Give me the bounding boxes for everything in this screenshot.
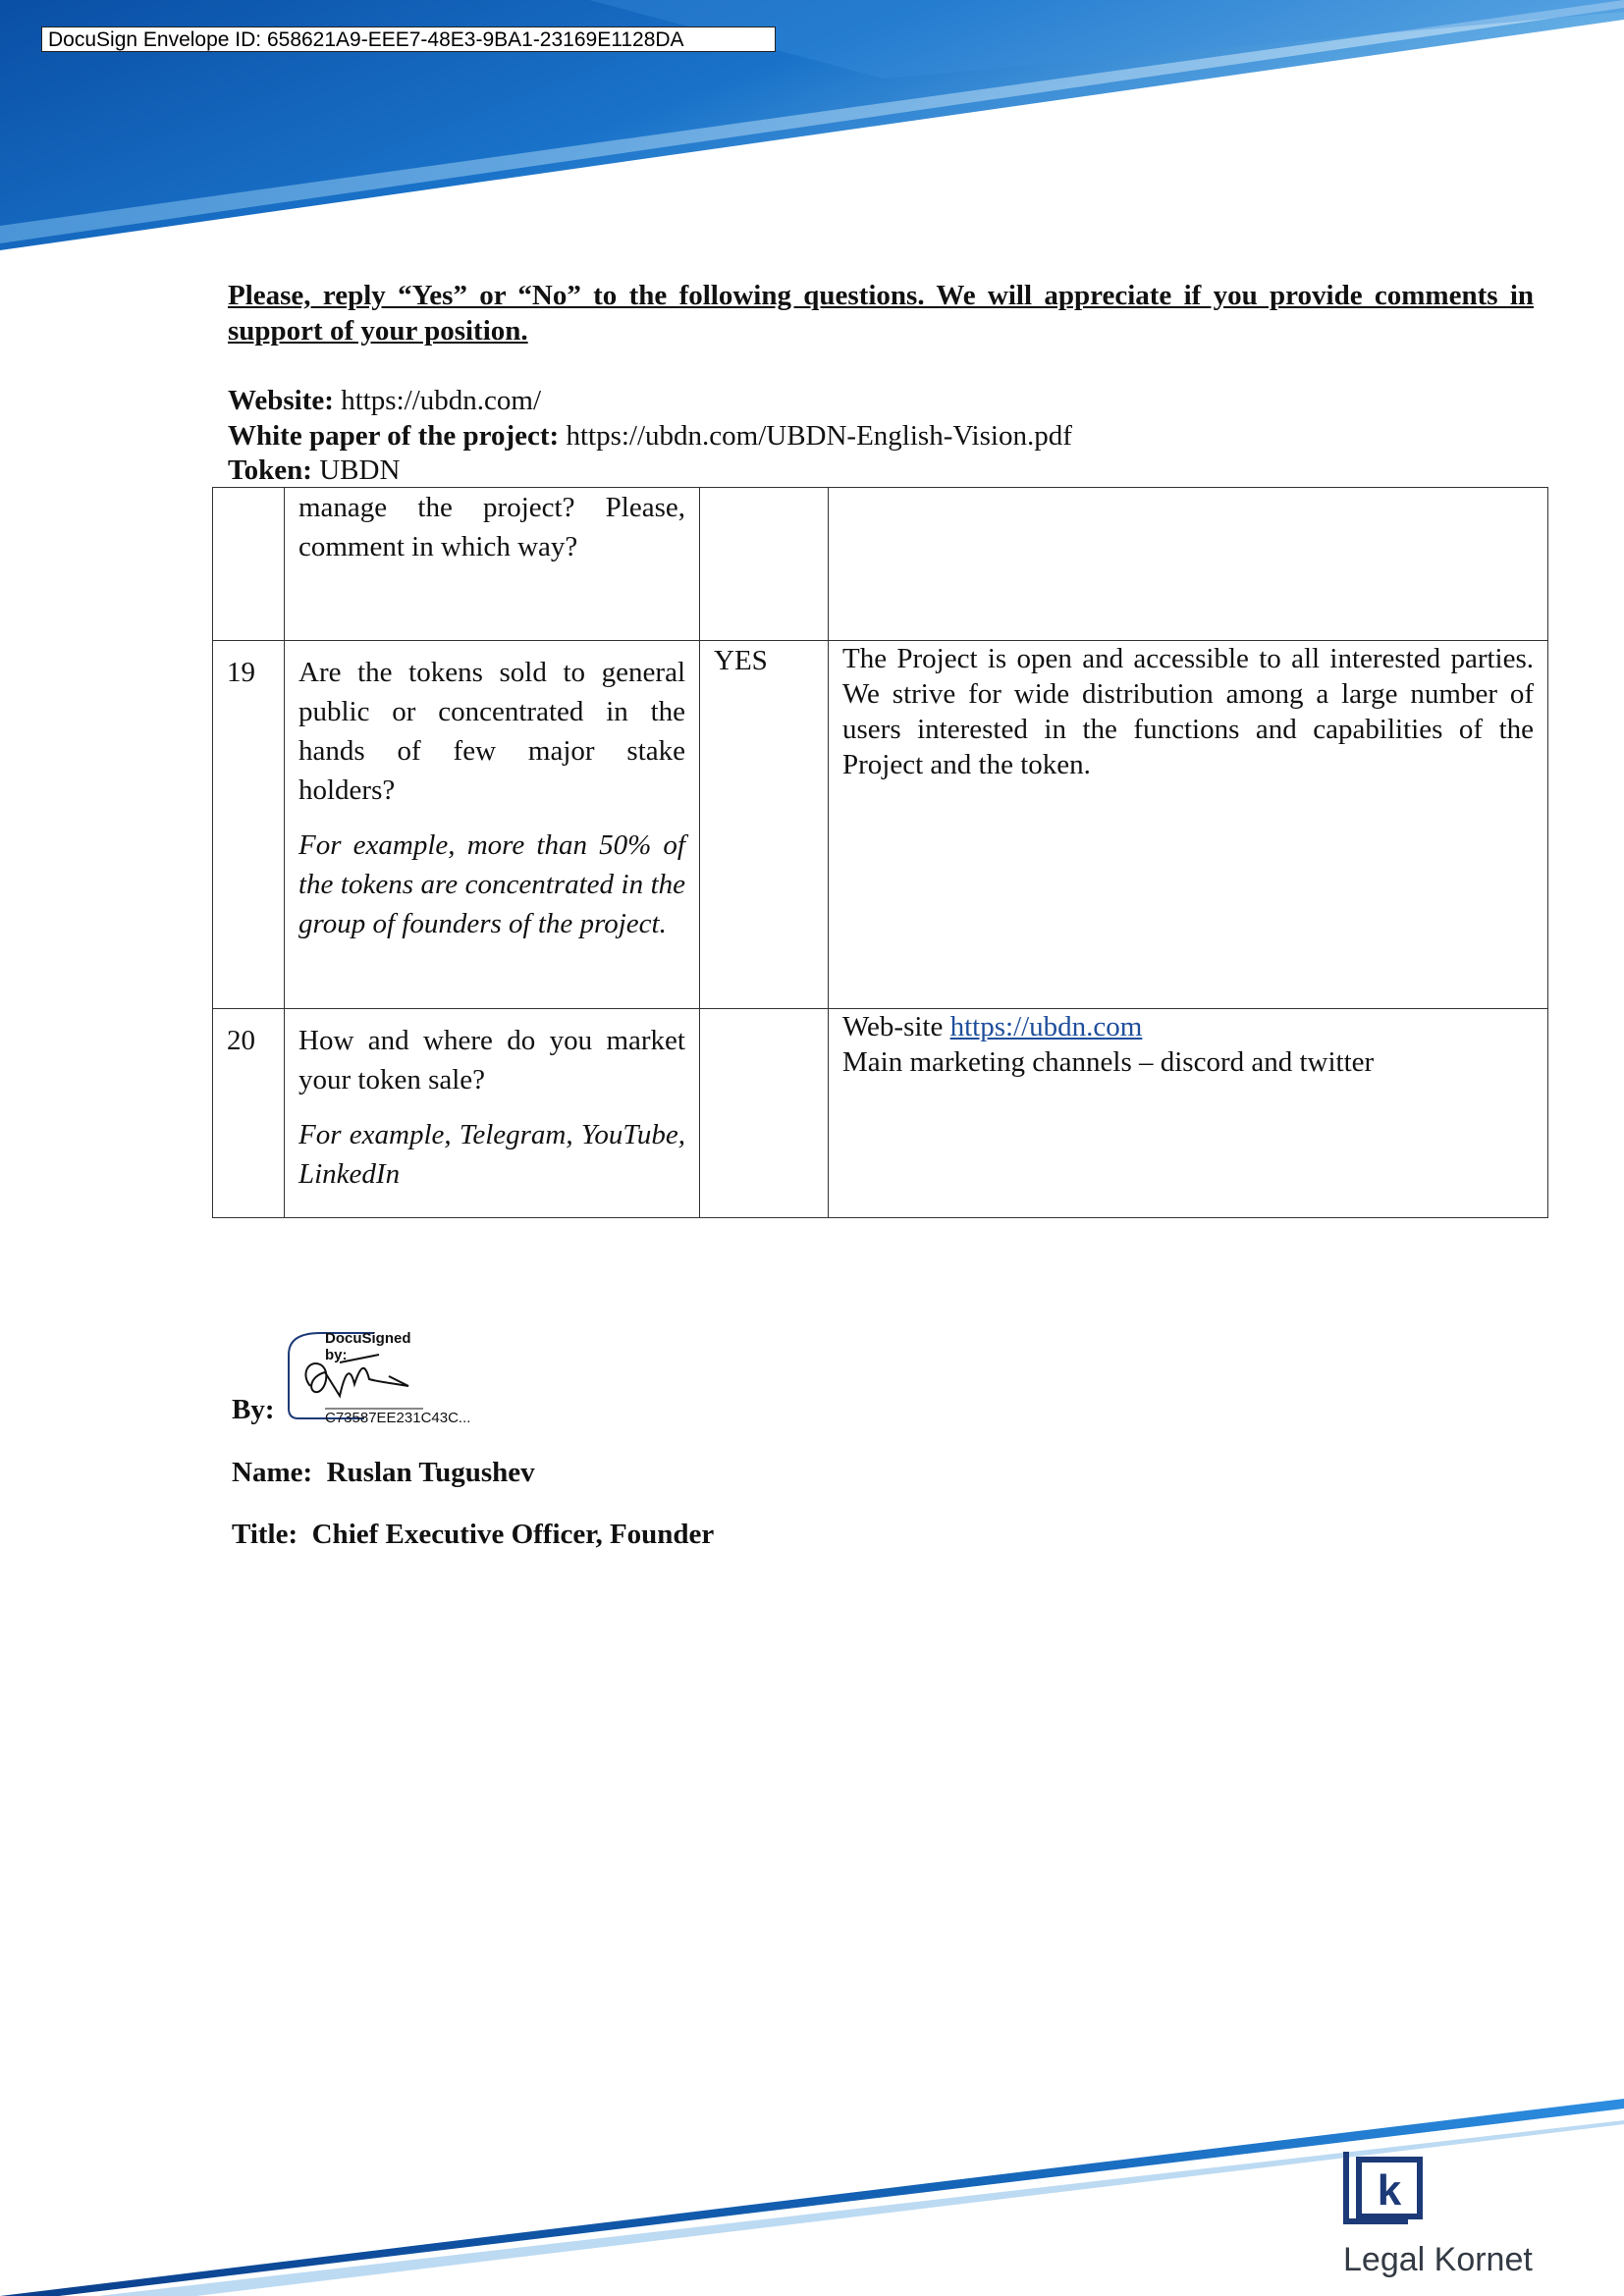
table-row: [213, 641, 1548, 1009]
table-row: [213, 488, 1548, 641]
comment-cell: [829, 1009, 1548, 1218]
question-text: How and where do you market your token sale?: [298, 1025, 685, 1095]
website-label: Website:: [228, 385, 334, 416]
comment-cell: The Project is open and accessible to all interested parties. We strive for wide distribution among a large number of users interested in the functions and capabilities of the Project and the token.: [829, 641, 1548, 1009]
by-label: By:: [232, 1394, 275, 1425]
table-row: [213, 1009, 1548, 1218]
website-comment-prefix: Web-site: [842, 1011, 944, 1042]
row-number: [213, 488, 285, 641]
answer-cell: [700, 1009, 829, 1218]
question-cell: [285, 1009, 700, 1218]
comment-cell: [829, 488, 1548, 641]
token-line: [228, 453, 400, 488]
question-text: manage the project? Please, comment in which way?: [298, 492, 685, 562]
answer-cell: [700, 488, 829, 641]
whitepaper-label: White paper of the project:: [228, 420, 560, 452]
signer-title: Title: Chief Executive Officer, Founder: [232, 1519, 715, 1550]
ubdn-website-link[interactable]: https://ubdn.com: [949, 1011, 1143, 1042]
question-example: For example, Telegram, YouTube, LinkedIn: [298, 1119, 685, 1190]
legal-kornet-logo-text: Legal Kornet: [1343, 2241, 1533, 2278]
row-number: 20: [213, 1009, 285, 1218]
whitepaper-line: [228, 418, 1072, 454]
row-number: 19: [213, 641, 285, 1009]
questionnaire-table: [212, 487, 1548, 1218]
question-cell: [285, 641, 700, 1009]
question-cell: [285, 488, 700, 641]
docusign-signer-id: C73587EE231C43C...: [325, 1410, 471, 1426]
website-line: [228, 383, 541, 418]
token-label: Token:: [228, 454, 312, 486]
whitepaper-value: https://ubdn.com/UBDN-English-Vision.pdf: [566, 420, 1072, 452]
question-text: Are the tokens sold to general public or concentrated in the hands of few major stake holders?: [298, 657, 685, 806]
legal-kornet-logo-icon: [1335, 2150, 1434, 2238]
answer-cell: YES: [700, 641, 829, 1009]
instructions-heading: Please, reply “Yes” or “No” to the following questions. We will appreciate if you provide comments in support of your position.: [228, 280, 1534, 347]
docusigned-by-label: DocuSigned by:: [325, 1330, 411, 1363]
website-comment-line: [842, 1009, 1534, 1044]
marketing-channels-comment: Main marketing channels – discord and twitter: [842, 1046, 1375, 1078]
svg-text:k: k: [1377, 2166, 1402, 2215]
signer-name: Name: Ruslan Tugushev: [232, 1457, 535, 1488]
question-example: For example, more than 50% of the tokens are concentrated in the group of founders of the project.: [298, 829, 685, 939]
website-value: https://ubdn.com/: [341, 385, 541, 416]
docusign-envelope-id: DocuSign Envelope ID: 658621A9-EEE7-48E3-9BA1-23169E1128DA: [41, 27, 776, 52]
token-value: UBDN: [319, 454, 401, 486]
